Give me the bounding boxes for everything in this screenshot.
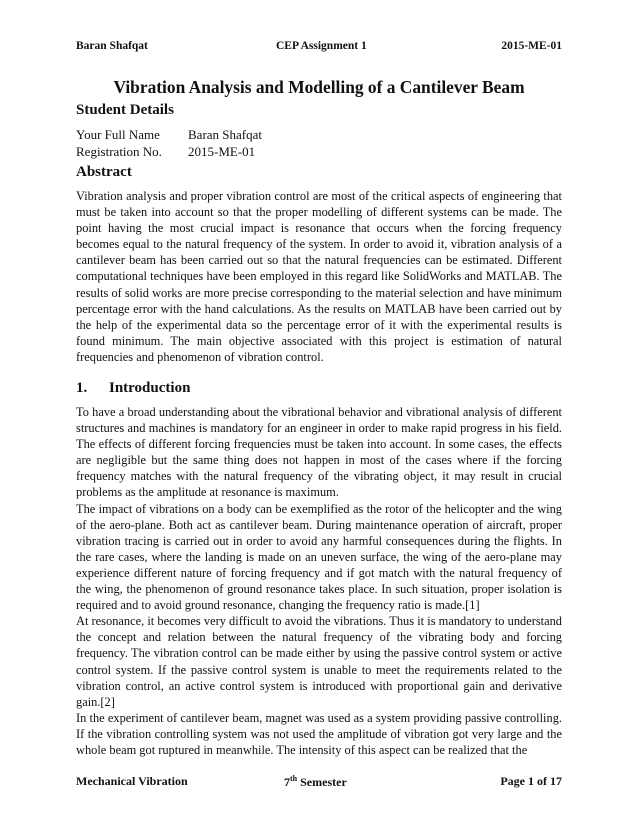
abstract-text [76, 188, 562, 365]
section-title: Introduction [109, 380, 191, 396]
reg-label: Registration No. [76, 144, 162, 159]
page-footer [76, 774, 562, 788]
section-number: 1. [76, 380, 88, 396]
intro-paragraph-4: In the experiment of cantilever beam, magnet was used as a system providing passive controlling. If the vibration controlling system was not used the amplitude of vibration got very large and the whole beam got ruptured in meanwhile. The intensity of this aspect can be realized that the [76, 710, 562, 757]
student-details-heading: Student Details [76, 102, 174, 118]
introduction-heading [76, 380, 190, 397]
header-author: Baran Shafqat [76, 40, 148, 52]
reg-value: 2015-ME-01 [188, 144, 256, 159]
header-assignment: CEP Assignment 1 [276, 40, 367, 52]
footer-semester [284, 774, 347, 790]
semester-word: Semester [300, 775, 347, 789]
footer-course: Mechanical Vibration [76, 774, 188, 788]
abstract-paragraph: Vibration analysis and proper vibration control are most of the critical aspects of engineering that must be taken into account so that the proper modelling of different systems can be made. The point having the most crucial impact is resonance that occurs when the forcing frequency becomes equal to the natural frequency of the system. In order to avoid it, vibration analysis of a cantilever beam has been carried out so that the natural frequencies can be estimated. Different computational techniques have been employed in this regard like SolidWorks and MATLAB. The results of solid works are more precise corresponding to the material selection and have minimum percentage error with the hand calculations. As the results on MATLAB have been carried out by the help of the experimental data so the percentage error of it with the experimental results is found minimum. The main objective associated with this project is estimation of natural frequencies and phenomenon of vibration control. [76, 189, 562, 364]
intro-paragraph-1: To have a broad understanding about the vibrational behavior and vibrational analysis of different structures and machines is mandatory for an engineer in order to make rapid progress in his field. The effects of different forcing frequencies must be taken into account. In some cases, the effects are negligible but the same thing does not happen in most of the cases where if the forcing frequency matches with the natural frequency of the vibrating object, it may result in crucial problems as the amplitude at resonance is maximum. [76, 405, 562, 500]
semester-number: 7 [284, 775, 290, 789]
name-label: Your Full Name [76, 127, 160, 142]
abstract-heading: Abstract [76, 164, 132, 180]
reg-row [76, 144, 255, 160]
header-reg-no: 2015-ME-01 [501, 40, 562, 52]
name-value: Baran Shafqat [188, 127, 263, 142]
document-title: Vibration Analysis and Modelling of a Cantilever Beam [113, 77, 525, 97]
intro-paragraph-3: At resonance, it becomes very difficult to avoid the vibrations. Thus it is mandatory to understand the concept and relation between the natural frequency of the vibrating body and forcing frequency. The vibration control can be made either by using the passive control system or active control system. If the passive control system is unable to meet the requirements related to the vibration control, an active control system is introduced with proportional gain and derivative gain.[2] [76, 614, 562, 709]
introduction-text [76, 404, 562, 758]
page-header [76, 40, 562, 54]
name-row [76, 127, 262, 143]
semester-suffix: th [290, 774, 298, 783]
footer-page-number: Page 1 of 17 [500, 774, 562, 788]
intro-paragraph-2: The impact of vibrations on a body can be exemplified as the rotor of the helicopter and the wing of the aero-plane. Both act as cantilever beam. During maintenance operation of aircraft, proper vibration tracing is carried out in order to avoid any harmful consequences during the flights. In the rare cases, where the landing is made on an uneven surface, the wing of the aero-plane may experience different nature of forcing frequency and if got match with the natural frequency of the wing, the phenomenon of ground resonance takes place. In such situation, proper isolation is required and to avoid ground resonance, changing the frequency ratio is made.[1] [76, 501, 562, 613]
